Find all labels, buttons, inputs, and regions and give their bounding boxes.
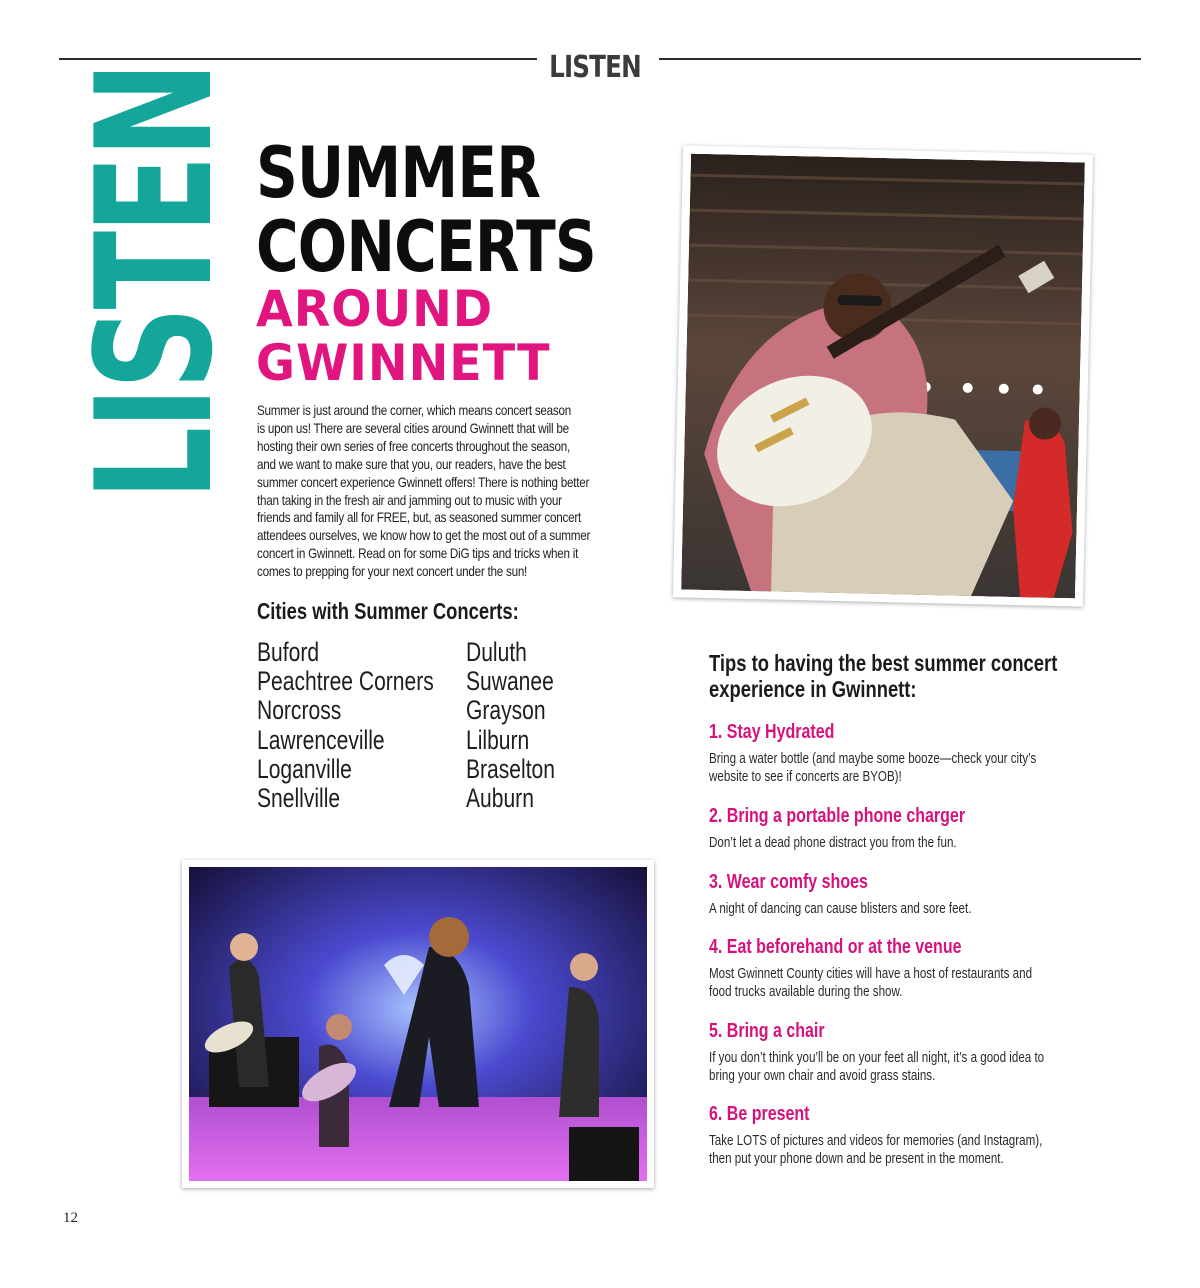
tip-title: 6. Be present	[709, 1103, 810, 1125]
tip-body-line: then put your phone down and be present in the moment.	[709, 1151, 1004, 1167]
cities-column-2	[466, 638, 580, 813]
page-number: 12	[63, 1210, 78, 1226]
city-item: Lawrenceville	[257, 724, 385, 755]
city-item: Duluth	[466, 637, 527, 667]
city-item: Grayson	[466, 695, 546, 726]
header-rule-right	[659, 58, 1141, 60]
header-rule-left	[59, 58, 537, 60]
title-line-1: SUMMER	[256, 132, 541, 214]
intro-line: summer concert experience Gwinnett offers! There is nothing better	[257, 474, 590, 490]
cities-column-1	[257, 638, 484, 813]
tip-body	[709, 834, 1109, 852]
tip-body-line: food trucks available during the show.	[709, 984, 903, 1000]
tip-title: 1. Stay Hydrated	[709, 721, 835, 743]
tip-item	[709, 870, 1109, 918]
section-label: LISTEN	[549, 50, 641, 85]
intro-line: is upon us! There are several cities around Gwinnett that will be	[257, 420, 569, 436]
tip-body-line: website to see if concerts are BYOB)!	[709, 769, 902, 785]
guitarist-photo-image	[681, 154, 1085, 599]
city-item: Auburn	[466, 782, 534, 813]
tip-body	[709, 750, 1109, 786]
intro-line: and we want to make sure that you, our readers, have the best	[257, 456, 566, 472]
city-item: Peachtree Corners	[257, 666, 434, 697]
guitarist-photo	[673, 145, 1093, 606]
tip-title: 5. Bring a chair	[709, 1020, 825, 1042]
intro-line: attendees ourselves, we know how to get the most out of a summer	[257, 528, 591, 544]
intro-line: Summer is just around the corner, which means concert season	[257, 403, 571, 418]
city-item: Norcross	[257, 695, 342, 726]
city-item: Snellville	[257, 782, 341, 813]
side-label-text: LISTEN	[61, 64, 248, 500]
intro-line: hosting their own series of free concerts throughout the season,	[257, 438, 570, 454]
intro-line: friends and family all for FREE, but, as seasoned summer concert	[257, 510, 581, 526]
tip-body-line: Don’t let a dead phone distract you from the fun.	[709, 835, 957, 851]
tip-body-line: A night of dancing can cause blisters and sore feet.	[709, 901, 972, 917]
tip-body-line: Take LOTS of pictures and videos for memories (and Instagram),	[709, 1133, 1043, 1149]
tip-item	[709, 935, 1109, 1001]
intro-paragraph	[257, 402, 647, 581]
tip-body-line: If you don’t think you’ll be on your feet all night, it’s a good idea to	[709, 1050, 1045, 1066]
tip-item	[709, 1019, 1109, 1085]
city-item: Braselton	[466, 753, 555, 784]
tip-item	[709, 804, 1109, 852]
title-line-4: GWINNETT	[256, 334, 551, 392]
city-item: Loganville	[257, 753, 352, 784]
tip-body-line: bring your own chair and avoid grass stains.	[709, 1068, 936, 1084]
tip-body-line: Bring a water bottle (and maybe some booze—check your city’s	[709, 751, 1037, 767]
band-photo	[182, 860, 654, 1188]
tips-heading-line: Tips to having the best summer concert	[709, 650, 1058, 676]
tip-body	[709, 1132, 1109, 1168]
title-line-3: AROUND	[256, 280, 494, 338]
tip-title: 2. Bring a portable phone charger	[709, 805, 966, 827]
tips-heading-line: experience in Gwinnett:	[709, 676, 917, 702]
cities-heading: Cities with Summer Concerts:	[257, 598, 519, 624]
tip-body-line: Most Gwinnett County cities will have a host of restaurants and	[709, 966, 1033, 982]
city-item: Buford	[257, 637, 320, 667]
tip-body	[709, 900, 1109, 918]
intro-line: than taking in the fresh air and jamming out to music with your	[257, 492, 562, 508]
title-line-2: CONCERTS	[256, 206, 596, 288]
tip-title: 4. Eat beforehand or at the venue	[709, 936, 962, 958]
tip-body	[709, 1049, 1109, 1085]
city-item: Lilburn	[466, 724, 530, 755]
tip-item	[709, 1102, 1109, 1168]
tips-heading	[709, 650, 1129, 702]
band-photo-image	[189, 867, 647, 1181]
tip-body	[709, 965, 1109, 1001]
intro-line: comes to prepping for your next concert under the sun!	[257, 564, 528, 580]
intro-line: concert in Gwinnett. Read on for some DiG tips and tricks when it	[257, 546, 579, 562]
vertical-side-label	[61, 64, 248, 500]
city-item: Suwanee	[466, 666, 554, 697]
tip-title: 3. Wear comfy shoes	[709, 871, 868, 893]
tip-item	[709, 720, 1109, 786]
